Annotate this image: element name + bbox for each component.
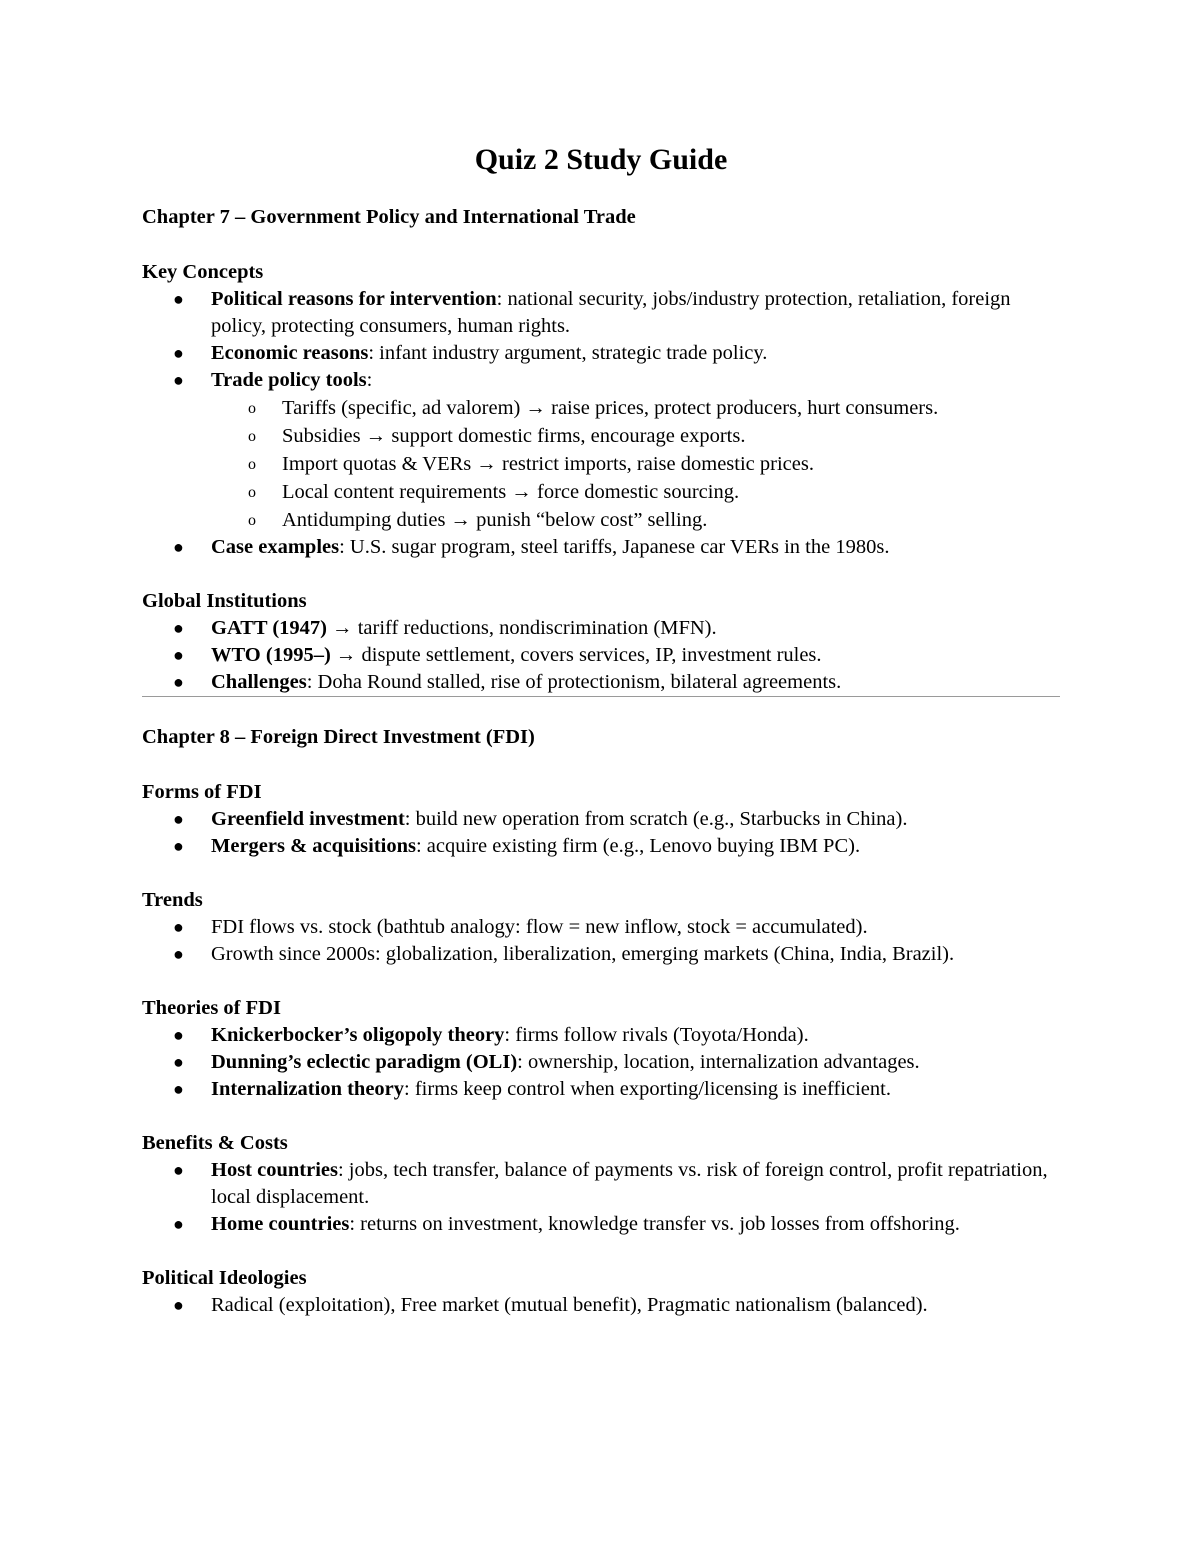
item-text: Growth since 2000s: globalization, liberalization, emerging markets (China, India, Brazil). xyxy=(211,943,955,965)
term: GATT (1947) xyxy=(211,617,327,639)
list-item xyxy=(142,615,1060,642)
document-page xyxy=(142,140,1060,1319)
list-item xyxy=(142,1157,1060,1211)
global-institutions-list xyxy=(142,615,1060,696)
bullet-icon: ● xyxy=(173,343,184,363)
bullet-icon: ● xyxy=(173,917,184,937)
description: : ownership, location, internalization advantages. xyxy=(517,1051,920,1073)
theories-heading: Theories of FDI xyxy=(142,997,281,1019)
circle-bullet-icon: o xyxy=(248,484,256,501)
sub-item-text: Local content requirements → force domestic sourcing. xyxy=(282,481,740,503)
description: : Doha Round stalled, rise of protectionism, bilateral agreements. xyxy=(306,671,842,693)
list-item xyxy=(142,340,1060,367)
term: Mergers & acquisitions xyxy=(211,835,416,857)
forms-of-fdi-list xyxy=(142,806,1060,860)
list-item xyxy=(142,806,1060,833)
list-item xyxy=(142,1022,1060,1049)
bullet-icon: ● xyxy=(173,645,184,665)
description: : returns on investment, knowledge transfer vs. job losses from offshoring. xyxy=(349,1213,960,1235)
benefits-costs-list xyxy=(142,1157,1060,1238)
chapter-8-heading: Chapter 8 – Foreign Direct Investment (FDI) xyxy=(142,726,535,748)
chapter-7-heading: Chapter 7 – Government Policy and International Trade xyxy=(142,206,636,228)
sub-list-item xyxy=(142,422,1060,450)
sub-item-text: Subsidies → support domestic firms, encourage exports. xyxy=(282,425,746,447)
list-item xyxy=(142,1049,1060,1076)
sub-list-item xyxy=(142,506,1060,534)
item-text: FDI flows vs. stock (bathtub analogy: flow = new inflow, stock = accumulated). xyxy=(211,916,868,938)
forms-of-fdi-heading: Forms of FDI xyxy=(142,781,262,803)
bullet-icon: ● xyxy=(173,370,184,390)
bullet-icon: ● xyxy=(173,809,184,829)
key-concepts-heading: Key Concepts xyxy=(142,261,264,283)
circle-bullet-icon: o xyxy=(248,456,256,473)
political-ideologies-heading: Political Ideologies xyxy=(142,1267,307,1289)
sub-item-text: Import quotas & VERs → restrict imports, raise domestic prices. xyxy=(282,453,814,475)
bullet-icon: ● xyxy=(173,836,184,856)
circle-bullet-icon: o xyxy=(248,400,256,417)
description: : jobs, tech transfer, balance of payments vs. risk of foreign control, profit repatriation, local displacement. xyxy=(211,1159,1048,1208)
sub-list-item xyxy=(142,450,1060,478)
bullet-icon: ● xyxy=(173,537,184,557)
term: Dunning’s eclectic paradigm (OLI) xyxy=(211,1051,518,1073)
description: : U.S. sugar program, steel tariffs, Japanese car VERs in the 1980s. xyxy=(339,536,890,558)
list-item xyxy=(142,1292,1060,1319)
bullet-icon: ● xyxy=(173,672,184,692)
term: Greenfield investment xyxy=(211,808,405,830)
list-item xyxy=(142,642,1060,669)
term: Political reasons for intervention xyxy=(211,288,497,310)
description: : infant industry argument, strategic trade policy. xyxy=(368,342,768,364)
document-title: Quiz 2 Study Guide xyxy=(474,143,728,176)
theories-list xyxy=(142,1022,1060,1103)
key-concepts-list xyxy=(142,286,1060,561)
list-item xyxy=(142,833,1060,860)
list-item xyxy=(142,941,1060,968)
description: → dispute settlement, covers services, IP, investment rules. xyxy=(330,644,822,666)
trends-heading: Trends xyxy=(142,889,203,911)
bullet-icon: ● xyxy=(173,1295,184,1315)
political-ideologies-list xyxy=(142,1292,1060,1319)
description: : xyxy=(366,369,373,391)
sub-list-item xyxy=(142,478,1060,506)
term: Home countries xyxy=(211,1213,350,1235)
sub-item-text: Antidumping duties → punish “below cost” selling. xyxy=(282,509,708,531)
bullet-icon: ● xyxy=(173,1079,184,1099)
term: Knickerbocker’s oligopoly theory xyxy=(211,1024,505,1046)
bullet-icon: ● xyxy=(173,1025,184,1045)
benefits-costs-heading: Benefits & Costs xyxy=(142,1132,288,1154)
description: : firms follow rivals (Toyota/Honda). xyxy=(504,1024,809,1046)
bullet-icon: ● xyxy=(173,944,184,964)
list-item xyxy=(142,286,1060,340)
term: Internalization theory xyxy=(211,1078,405,1100)
term: Economic reasons xyxy=(211,342,369,364)
trends-list xyxy=(142,914,1060,968)
term: Trade policy tools xyxy=(211,369,367,391)
bullet-icon: ● xyxy=(173,1160,184,1180)
bullet-icon: ● xyxy=(173,289,184,309)
description: → tariff reductions, nondiscrimination (MFN). xyxy=(326,617,717,639)
term: Case examples xyxy=(211,536,340,558)
global-institutions-heading: Global Institutions xyxy=(142,590,307,612)
bullet-icon: ● xyxy=(173,618,184,638)
item-text: Radical (exploitation), Free market (mutual benefit), Pragmatic nationalism (balanced). xyxy=(211,1294,928,1316)
bullet-icon: ● xyxy=(173,1052,184,1072)
description: : acquire existing firm (e.g., Lenovo buying IBM PC). xyxy=(415,835,861,857)
term: WTO (1995–) xyxy=(211,644,331,666)
trade-tools-sublist xyxy=(211,394,1060,534)
description: : national security, jobs/industry protection, retaliation, foreign policy, protecting consumers, human rights. xyxy=(211,288,1011,337)
sub-item-text: Tariffs (specific, ad valorem) → raise prices, protect producers, hurt consumers. xyxy=(282,397,939,419)
list-item xyxy=(142,669,1060,696)
description: : build new operation from scratch (e.g., Starbucks in China). xyxy=(404,808,908,830)
list-item xyxy=(142,1076,1060,1103)
bullet-icon: ● xyxy=(173,1214,184,1234)
list-item xyxy=(142,1211,1060,1238)
description: : firms keep control when exporting/licensing is inefficient. xyxy=(404,1078,891,1100)
sub-list-item xyxy=(142,394,1060,422)
list-item xyxy=(142,367,1060,534)
list-item xyxy=(142,534,1060,561)
horizontal-divider xyxy=(142,696,1060,697)
term: Host countries xyxy=(211,1159,338,1181)
list-item xyxy=(142,914,1060,941)
circle-bullet-icon: o xyxy=(248,512,256,529)
circle-bullet-icon: o xyxy=(248,428,256,445)
term: Challenges xyxy=(211,671,307,693)
